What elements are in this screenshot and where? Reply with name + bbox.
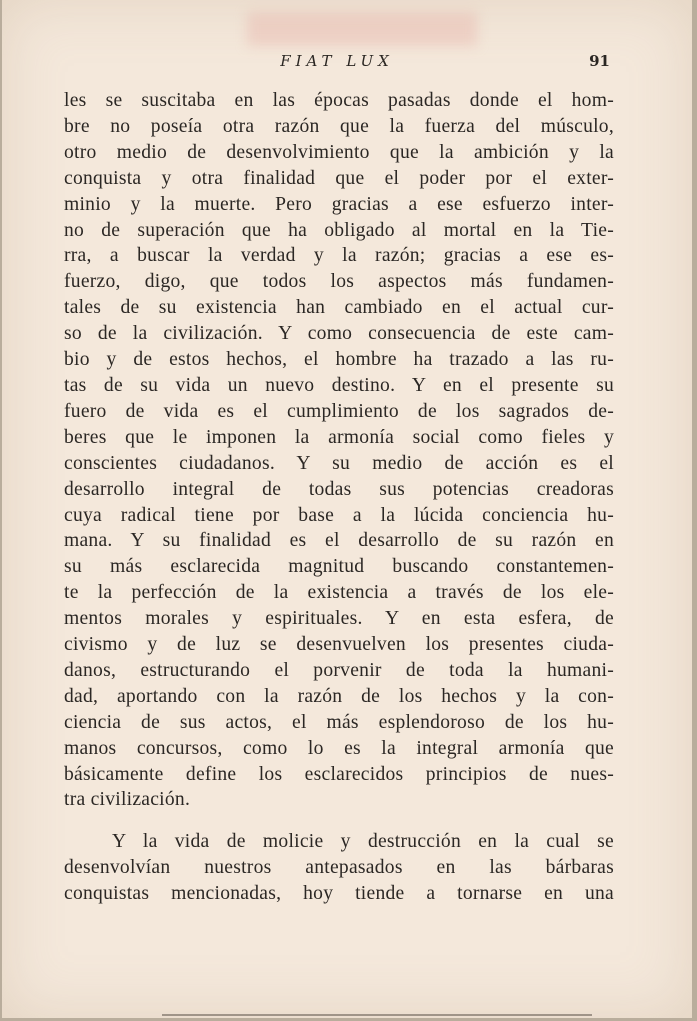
text-line: ciencia de sus actos, el más esplendoroso de los hu-	[64, 711, 614, 733]
text-line: no de superación que ha obligado al mortal en la Tie-	[64, 219, 614, 241]
text-line: básicamente define los esclarecidos principios de nues-	[64, 763, 614, 785]
text-line: desenvolvían nuestros antepasados en las bárbaras	[64, 857, 614, 879]
text-line: danos, estructurando el porvenir de toda la humani-	[64, 659, 614, 681]
text-line: civismo y de luz se desenvuelven los presentes ciuda-	[64, 634, 614, 656]
text-line: fuero de vida es el cumplimiento de los sagrados de-	[64, 400, 614, 422]
page-number: 91	[589, 52, 610, 70]
paragraph-2	[64, 829, 614, 907]
text-line: otro medio de desenvolvimiento que la ambición y la	[64, 141, 614, 163]
text-line: minio y la muerte. Pero gracias a ese esfuerzo inter-	[64, 193, 614, 215]
text-line: conquistas mencionadas, hoy tiende a tornarse en una	[64, 883, 614, 905]
text-line: desarrollo integral de todas sus potencias creadoras	[64, 478, 614, 500]
body-text	[64, 88, 614, 907]
text-line: cuya radical tiene por base a la lúcida conciencia hu-	[64, 504, 614, 526]
text-line: les se suscitaba en las épocas pasadas donde el hom-	[64, 90, 614, 111]
text-line: tra civilización.	[64, 789, 191, 811]
text-line: bre no poseía otra razón que la fuerza del músculo,	[64, 115, 614, 137]
text-line: fuerzo, digo, que todos los aspectos más fundamen-	[64, 271, 614, 293]
text-line: so de la civilización. Y como consecuencia de este cam-	[64, 323, 614, 345]
paper-stain	[247, 12, 477, 46]
text-line: manos concursos, como lo es la integral armonía que	[64, 737, 614, 759]
text-line: bio y de estos hechos, el hombre ha trazado a las ru-	[64, 349, 614, 371]
running-head	[64, 52, 610, 72]
text-line: beres que le imponen la armonía social como fieles y	[64, 426, 614, 448]
page-edge-line	[162, 1014, 592, 1016]
running-head-title: FIAT LUX	[280, 52, 394, 70]
text-line: tas de su vida un nuevo destino. Y en el presente su	[64, 374, 614, 396]
text-line: conquista y otra finalidad que el poder por el exter-	[64, 167, 614, 189]
text-line: su más esclarecida magnitud buscando constantemen-	[64, 556, 614, 578]
text-line: te la perfección de la existencia a través de los ele-	[64, 582, 614, 604]
text-line: conscientes ciudadanos. Y su medio de acción es el	[64, 452, 614, 474]
book-page	[2, 0, 692, 1018]
paragraph-1	[64, 88, 614, 813]
text-line: Y la vida de molicie y destrucción en la cual se	[112, 831, 614, 853]
text-line: tales de su existencia han cambiado en el actual cur-	[64, 297, 614, 319]
text-line: mana. Y su finalidad es el desarrollo de su razón en	[64, 530, 614, 552]
text-line: dad, aportando con la razón de los hechos y la con-	[64, 685, 614, 707]
text-line: mentos morales y espirituales. Y en esta esfera, de	[64, 608, 614, 630]
text-line: rra, a buscar la verdad y la razón; gracias a ese es-	[64, 245, 614, 267]
